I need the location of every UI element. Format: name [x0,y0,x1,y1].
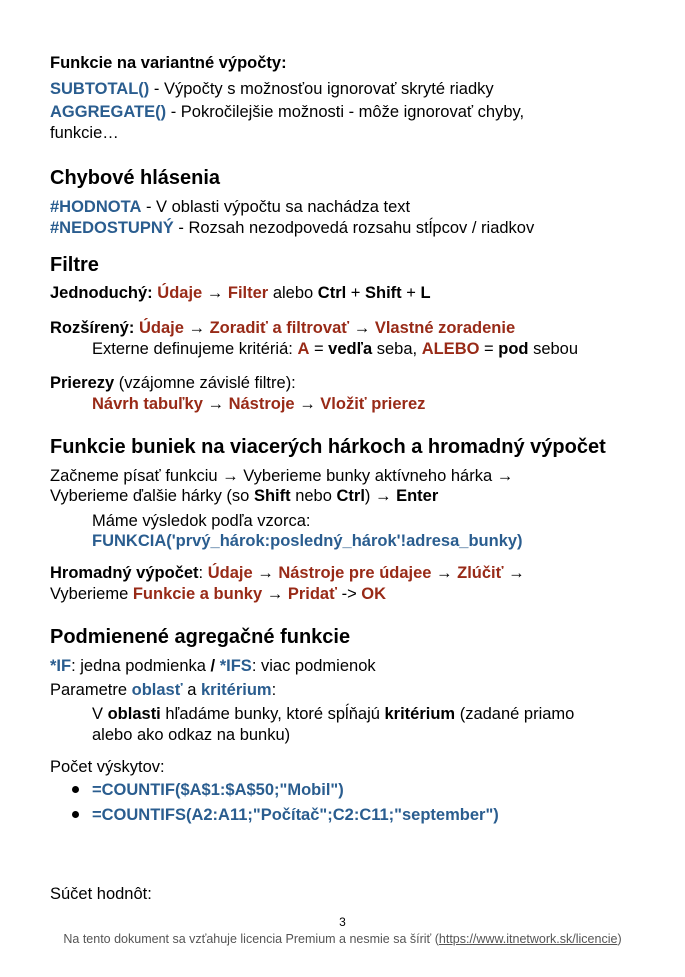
text: : [198,564,208,582]
simple-filter-or: alebo [268,284,318,302]
bulk2-path-2: Pridať [287,585,337,603]
error-nedostupny-desc: - Rozsah nezodpovedá rozsahu stĺpcov / riadkov [173,219,535,237]
aggregate-fn: AGGREGATE() [50,103,167,121]
note-text: Externe definujeme kritériá: [92,340,298,358]
advanced-filter-note [92,339,578,359]
slicers-path-2: Nástroje [228,395,295,413]
aggregate-line-cont: funkcie… [50,124,119,142]
error-nedostupny-code: #NEDOSTUPNÝ [50,219,174,237]
aggregate-line [50,102,524,122]
text: V [92,705,108,723]
arrow: → [503,564,525,582]
slicers-path-1: Návrh tabuľky [92,395,203,413]
multi-sheet-line-1: Začneme písať funkciu → Vyberieme bunky aktívneho hárka → [50,467,514,485]
simple-filter-label: Jednoduchý: [50,284,153,302]
bulk-path-3: Zlúčiť [457,564,504,582]
text: : jedna podmienka [71,657,211,675]
error-nedostupny-line [50,218,534,238]
text: hľadáme bunky, ktoré spĺňajú [160,705,385,723]
if-ifs-line [50,656,376,676]
count-label: Počet výskytov: [50,758,165,776]
plus: + [346,284,366,302]
bullet-icon [72,786,79,793]
license-link[interactable]: https://www.itnetwork.sk/licencie [438,932,618,946]
ifs-fn: *IFS [215,657,252,675]
countif-formula: =COUNTIF($A$1:$A$50;"Mobil") [92,781,344,799]
advanced-filter-path-3: Vlastné zoradenie [374,319,516,337]
area-word: oblasti [107,705,161,723]
simple-filter-path-1: Údaje [157,284,203,302]
aggregate-desc: - Pokročilejšie možnosti - môže ignorovať chyby, [166,103,525,121]
text: ) → [364,487,397,505]
if-fn: *IF [50,657,72,675]
arrow: → [294,395,321,413]
page-number: 3 [339,915,346,929]
criteria-or: ALEBO [421,340,480,358]
bullet-icon [72,811,79,818]
multi-sheet-formula: FUNKCIA('prvý_hárok:posledný_hárok'!adresa_bunky) [92,532,523,550]
slicers-note: (vzájomne závislé filtre): [114,374,296,392]
text: a [182,681,201,699]
text: -> [336,585,362,603]
arrow: → [262,585,288,603]
bulk2-path-1: Funkcie a bunky [132,585,263,603]
key-ctrl: Ctrl [317,284,347,302]
params-desc-1 [92,704,574,724]
advanced-filter-label: Rozšírený: [50,319,135,337]
error-hodnota-line [50,197,410,217]
advanced-filter-path-2: Zoradiť a filtrovať [209,319,350,337]
subtotal-line [50,79,494,99]
params-line [50,680,276,700]
error-hodnota-desc: - V oblasti výpočtu sa nachádza text [141,198,411,216]
text: (zadané priamo [455,705,575,723]
arrow: → [202,284,228,302]
equals: = [479,340,499,358]
bulk-path-1: Údaje [207,564,253,582]
text: Parametre [50,681,132,699]
arrow: → [252,564,279,582]
sum-label: Súčet hodnôt: [50,885,152,903]
slicers-path [92,394,425,414]
slicers-path-3: Vložiť prierez [320,395,426,413]
note-text: seba, [372,340,422,358]
param-area: oblasť [131,681,183,699]
bulk2-ok: OK [361,585,387,603]
text: : [271,681,277,699]
subtotal-fn: SUBTOTAL() [50,80,150,98]
criterion-word: kritérium [384,705,456,723]
error-hodnota-code: #HODNOTA [50,198,142,216]
advanced-filter-line [50,318,515,338]
bulk-calc-line [50,563,525,583]
variant-functions-heading: Funkcie na variantné výpočty: [50,54,287,72]
params-desc-2: alebo ako odkaz na bunku) [92,726,291,744]
bulk-path-2: Nástroje pre údajee [278,564,432,582]
conditional-functions-heading: Podmienené agregačné funkcie [50,626,351,648]
text: nebo [290,487,337,505]
filters-heading: Filtre [50,254,99,276]
param-criterion: kritérium [200,681,272,699]
text: Vyberieme ďalšie hárky (so [50,487,254,505]
equals: = [309,340,329,358]
note-text: sebou [528,340,579,358]
result-note: Máme výsledok podľa vzorca: [92,512,311,530]
multi-sheet-line-2 [50,486,438,506]
arrow: → [202,395,229,413]
slicers-line [50,373,296,393]
multi-sheet-heading: Funkcie buniek na viacerých hárkoch a hromadný výpočet [50,436,606,458]
slicers-label: Prierezy [50,374,115,392]
countifs-formula: =COUNTIFS(A2:A11;"Počítač";C2:C11;"september") [92,806,499,824]
text: Vyberieme [50,585,133,603]
bulk-calc-line-2 [50,584,386,604]
criteria-under: pod [498,340,529,358]
criteria-and: A [297,340,310,358]
criteria-side: vedľa [328,340,373,358]
key-enter: Enter [396,487,439,505]
key-shift: Shift [253,487,291,505]
text: : viac podmienok [251,657,376,675]
bulk-calc-label: Hromadný výpočet [50,564,199,582]
advanced-filter-path-1: Údaje [138,319,184,337]
plus: + [401,284,421,302]
arrow: → [431,564,458,582]
license-text: ) [617,932,622,946]
slash: / [210,657,216,675]
arrow: → [183,319,210,337]
simple-filter-path-2: Filter [227,284,269,302]
key-shift: Shift [365,284,402,302]
error-messages-heading: Chybové hlásenia [50,167,221,189]
key-l: L [420,284,431,302]
license-text: Na tento dokument sa vzťahuje licencia Premium a nesmie sa šíriť ( [63,932,439,946]
subtotal-desc: - Výpočty s možnosťou ignorovať skryté riadky [149,80,494,98]
license-footer [0,932,685,946]
arrow: → [349,319,375,337]
key-ctrl: Ctrl [336,487,365,505]
simple-filter-line [50,283,431,303]
